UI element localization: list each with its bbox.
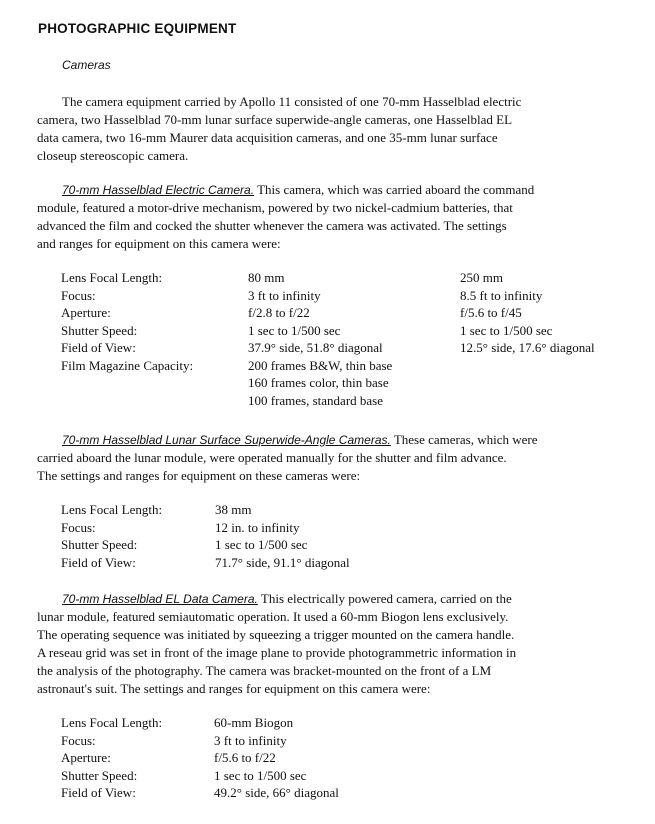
spec-value-80mm: f/2.8 to f/22 bbox=[248, 305, 310, 320]
spec-row bbox=[61, 357, 595, 375]
el-camera-line: the analysis of the photography. The camera was bracket-mounted on the front of a LM bbox=[37, 663, 492, 678]
spec-row bbox=[61, 784, 339, 802]
spec-row bbox=[61, 339, 595, 357]
intro-line: camera, two Hasselblad 70-mm lunar surface superwide-angle cameras, one Hasselblad EL bbox=[37, 112, 513, 127]
el-camera-specs bbox=[61, 714, 339, 802]
spec-label: Field of View: bbox=[61, 785, 136, 800]
section-heading: PHOTOGRAPHIC EQUIPMENT bbox=[38, 21, 237, 36]
spec-label: Field of View: bbox=[61, 340, 136, 355]
electric-camera-line: advanced the film and cocked the shutter whenever the camera was activated. The settings bbox=[37, 218, 507, 233]
el-camera-line: A reseau grid was set in front of the image plane to provide photogrammetric information in bbox=[37, 645, 517, 660]
spec-row bbox=[61, 554, 350, 572]
intro-paragraph bbox=[37, 93, 632, 165]
spec-row bbox=[61, 287, 595, 305]
spec-row bbox=[61, 269, 595, 287]
spec-row bbox=[61, 519, 350, 537]
intro-line: The camera equipment carried by Apollo 11 consisted of one 70-mm Hasselblad electric bbox=[62, 94, 522, 109]
spec-value: f/5.6 to f/22 bbox=[214, 750, 276, 765]
spec-value: 12 in. to infinity bbox=[215, 519, 300, 535]
spec-value-80mm: 80 mm bbox=[248, 270, 285, 285]
spec-label: Film Magazine Capacity: bbox=[61, 357, 194, 373]
el-camera-line: The operating sequence was initiated by squeezing a trigger mounted on the camera handle. bbox=[37, 627, 515, 642]
spec-value-80mm: 100 frames, standard base bbox=[248, 392, 384, 408]
spec-value: 3 ft to infinity bbox=[214, 732, 287, 748]
spec-value: 49.2° side, 66° diagonal bbox=[214, 785, 339, 800]
el-camera-line: astronaut's suit. The settings and ranges for equipment on this camera were: bbox=[37, 681, 431, 696]
spec-row bbox=[61, 714, 339, 732]
spec-value-80mm: 200 frames B&W, thin base bbox=[248, 357, 393, 373]
intro-line: closeup stereoscopic camera. bbox=[37, 148, 189, 163]
spec-row bbox=[61, 536, 350, 554]
el-camera-paragraph bbox=[37, 590, 632, 698]
spec-label: Shutter Speed: bbox=[61, 322, 138, 338]
spec-row bbox=[61, 749, 339, 767]
spec-row bbox=[61, 767, 339, 785]
superwide-camera-paragraph bbox=[37, 431, 632, 485]
electric-camera-paragraph bbox=[37, 181, 632, 253]
spec-row bbox=[61, 392, 595, 410]
spec-label: Aperture: bbox=[61, 305, 111, 320]
spec-value-250mm: 250 mm bbox=[460, 270, 503, 285]
spec-row bbox=[61, 322, 595, 340]
superwide-camera-specs bbox=[61, 501, 350, 571]
spec-label: Shutter Speed: bbox=[61, 767, 138, 783]
spec-value: 71.7° side, 91.1° diagonal bbox=[215, 554, 350, 570]
spec-value-80mm: 160 frames color, thin base bbox=[248, 375, 389, 390]
electric-camera-line: and ranges for equipment on this camera were: bbox=[37, 236, 281, 251]
electric-camera-title: 70-mm Hasselblad Electric Camera. bbox=[62, 183, 255, 197]
spec-label: Lens Focal Length: bbox=[61, 715, 163, 730]
spec-label: Lens Focal Length: bbox=[61, 502, 163, 517]
spec-row bbox=[61, 732, 339, 750]
superwide-camera-title: 70-mm Hasselblad Lunar Surface Superwide-Angle Cameras. bbox=[62, 433, 391, 447]
intro-line: data camera, two 16-mm Maurer data acquisition cameras, and one 35-mm lunar surface bbox=[37, 130, 498, 145]
spec-value-80mm: 1 sec to 1/500 sec bbox=[248, 322, 341, 338]
spec-value: 60-mm Biogon bbox=[214, 715, 294, 730]
spec-value: 1 sec to 1/500 sec bbox=[215, 537, 308, 552]
spec-label: Focus: bbox=[61, 519, 96, 535]
el-camera-text: This electrically powered camera, carried on the bbox=[257, 591, 512, 606]
el-camera-line: lunar module, featured semiautomatic operation. It used a 60-mm Biogon lens exclusively. bbox=[37, 609, 509, 624]
spec-label: Focus: bbox=[61, 287, 96, 303]
cameras-subheading: Cameras bbox=[62, 58, 111, 72]
spec-value: 38 mm bbox=[215, 502, 252, 517]
electric-camera-line: module, featured a motor-drive mechanism, powered by two nickel-cadmium batteries, that bbox=[37, 200, 513, 215]
spec-row bbox=[61, 501, 350, 519]
superwide-camera-line: carried aboard the lunar module, were operated manually for the shutter and film advance. bbox=[37, 450, 507, 465]
spec-label: Field of View: bbox=[61, 554, 136, 570]
spec-value-250mm: 8.5 ft to infinity bbox=[460, 287, 543, 303]
spec-label: Shutter Speed: bbox=[61, 537, 138, 552]
electric-camera-specs bbox=[61, 269, 595, 409]
spec-value-80mm: 37.9° side, 51.8° diagonal bbox=[248, 340, 383, 355]
spec-row bbox=[61, 304, 595, 322]
spec-label: Focus: bbox=[61, 732, 96, 748]
spec-value-250mm: 12.5° side, 17.6° diagonal bbox=[460, 340, 595, 355]
spec-label: Lens Focal Length: bbox=[61, 270, 163, 285]
spec-row bbox=[61, 374, 595, 392]
superwide-camera-text: These cameras, which were bbox=[390, 432, 538, 447]
spec-value-250mm: f/5.6 to f/45 bbox=[460, 305, 522, 320]
spec-value-80mm: 3 ft to infinity bbox=[248, 287, 321, 303]
superwide-camera-line: The settings and ranges for equipment on these cameras were: bbox=[37, 468, 361, 483]
spec-value-250mm: 1 sec to 1/500 sec bbox=[460, 322, 553, 338]
spec-value: 1 sec to 1/500 sec bbox=[214, 767, 307, 783]
el-camera-title: 70-mm Hasselblad EL Data Camera. bbox=[62, 592, 258, 606]
electric-camera-text: This camera, which was carried aboard the command bbox=[254, 182, 535, 197]
spec-label: Aperture: bbox=[61, 750, 111, 765]
